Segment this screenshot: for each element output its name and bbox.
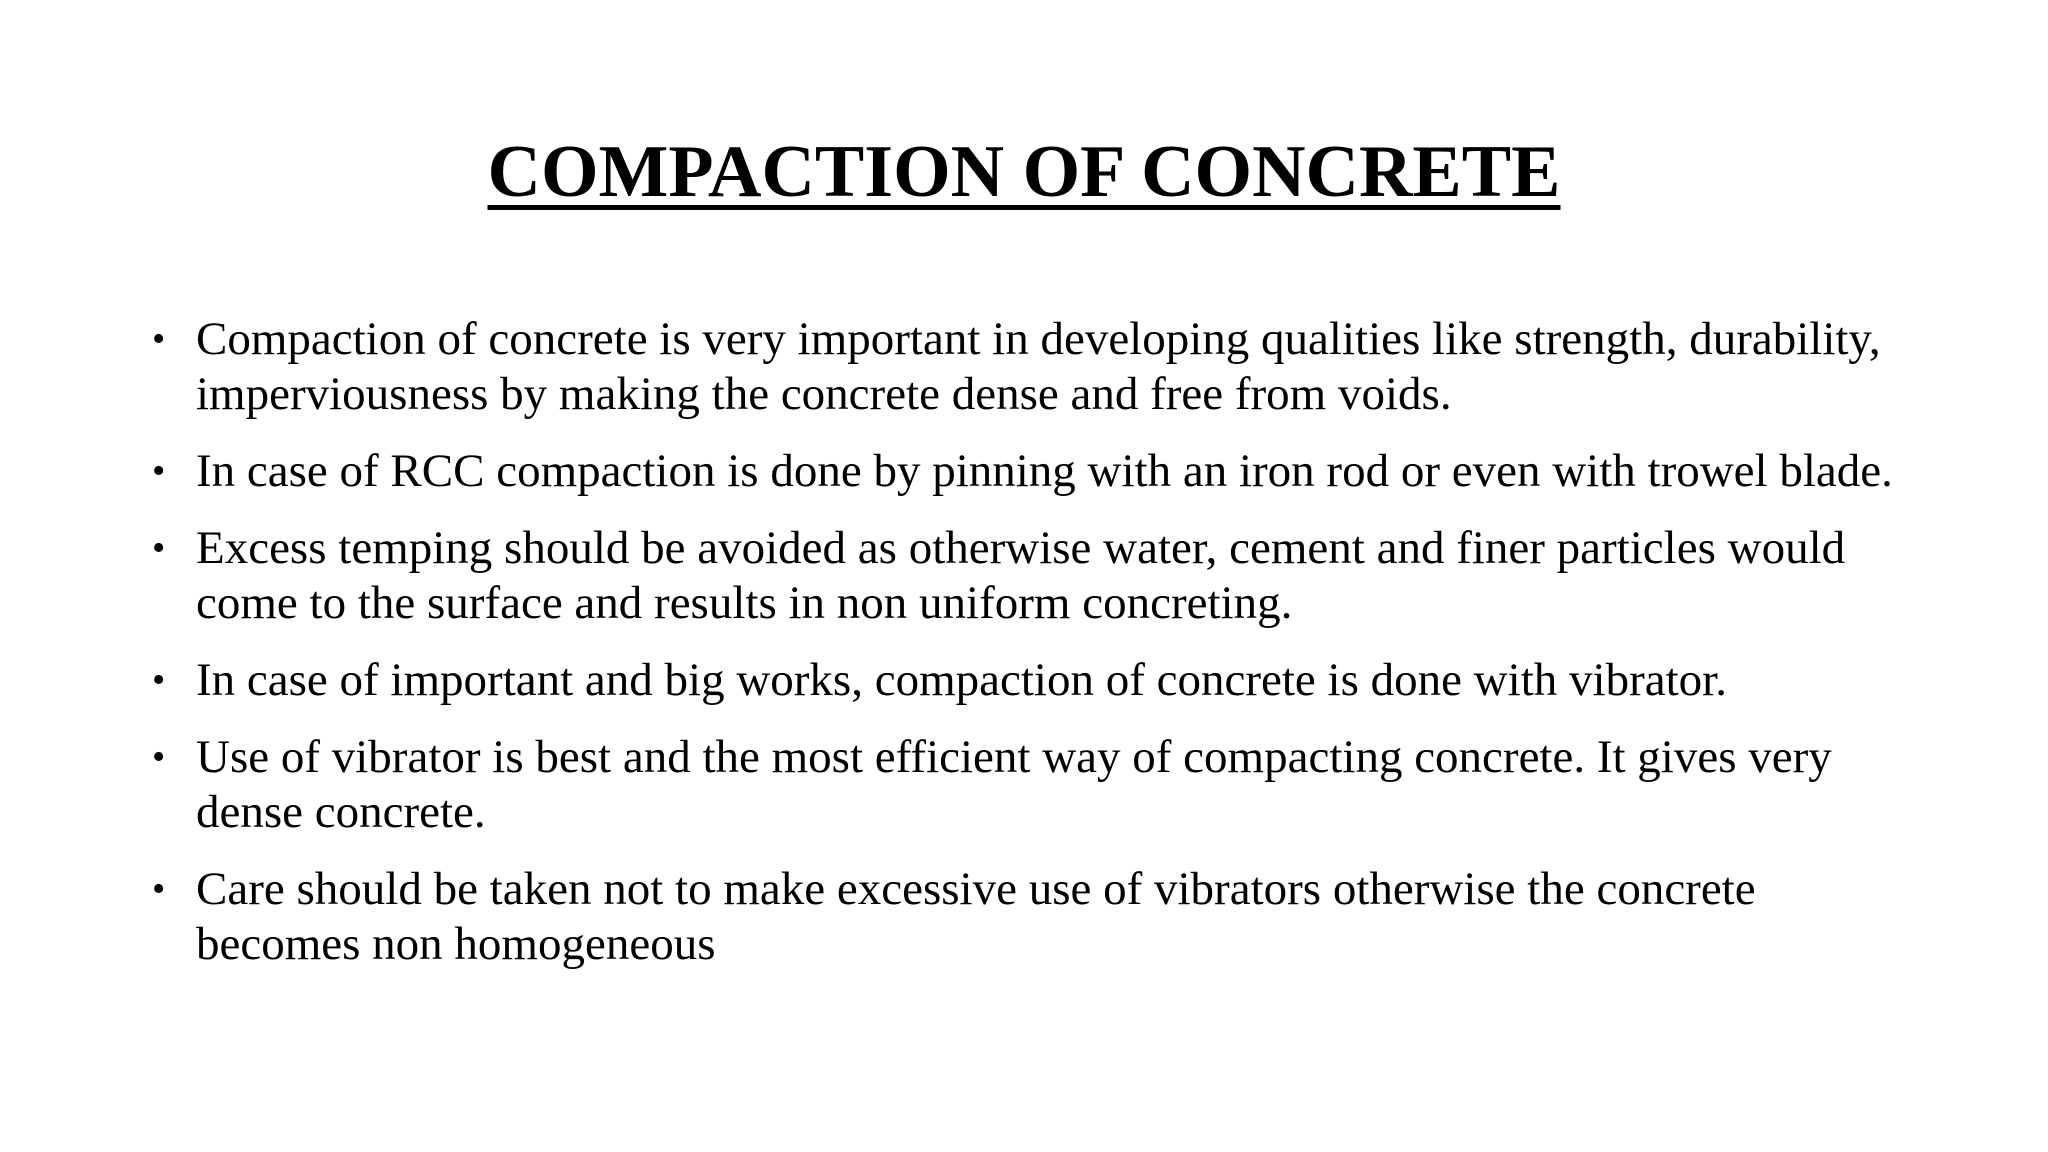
bullet-item: [150, 521, 1910, 631]
bullet-item: [150, 653, 1910, 708]
bullet-item: [150, 312, 1910, 422]
bullet-icon: •: [152, 868, 166, 910]
bullet-icon: •: [152, 450, 166, 492]
bullet-text: Excess temping should be avoided as otherwise water, cement and finer particles would come to the surface and results in non uniform concreting.: [196, 522, 1846, 629]
bullet-text: Use of vibrator is best and the most efficient way of compacting concrete. It gives very dense concrete.: [196, 731, 1832, 838]
bullet-item: [150, 444, 1910, 499]
bullet-text: Compaction of concrete is very important in developing qualities like strength, durability, imperviousness by making the concrete dense and free from voids.: [196, 313, 1881, 420]
bullet-item: [150, 862, 1910, 972]
bullet-icon: •: [152, 318, 166, 360]
bullet-item: [150, 730, 1910, 840]
bullet-text: In case of important and big works, compaction of concrete is done with vibrator.: [196, 654, 1727, 706]
bullet-icon: •: [152, 659, 166, 701]
bullet-text: Care should be taken not to make excessive use of vibrators otherwise the concrete becomes non homogeneous: [196, 863, 1756, 970]
bullet-icon: •: [152, 527, 166, 569]
slide-title: [0, 128, 2048, 216]
bullet-text: In case of RCC compaction is done by pinning with an iron rod or even with trowel blade.: [196, 445, 1893, 497]
slide-title-text: COMPACTION OF CONCRETE: [487, 131, 1561, 213]
bullet-icon: •: [152, 736, 166, 778]
bullet-list: [150, 312, 1910, 994]
